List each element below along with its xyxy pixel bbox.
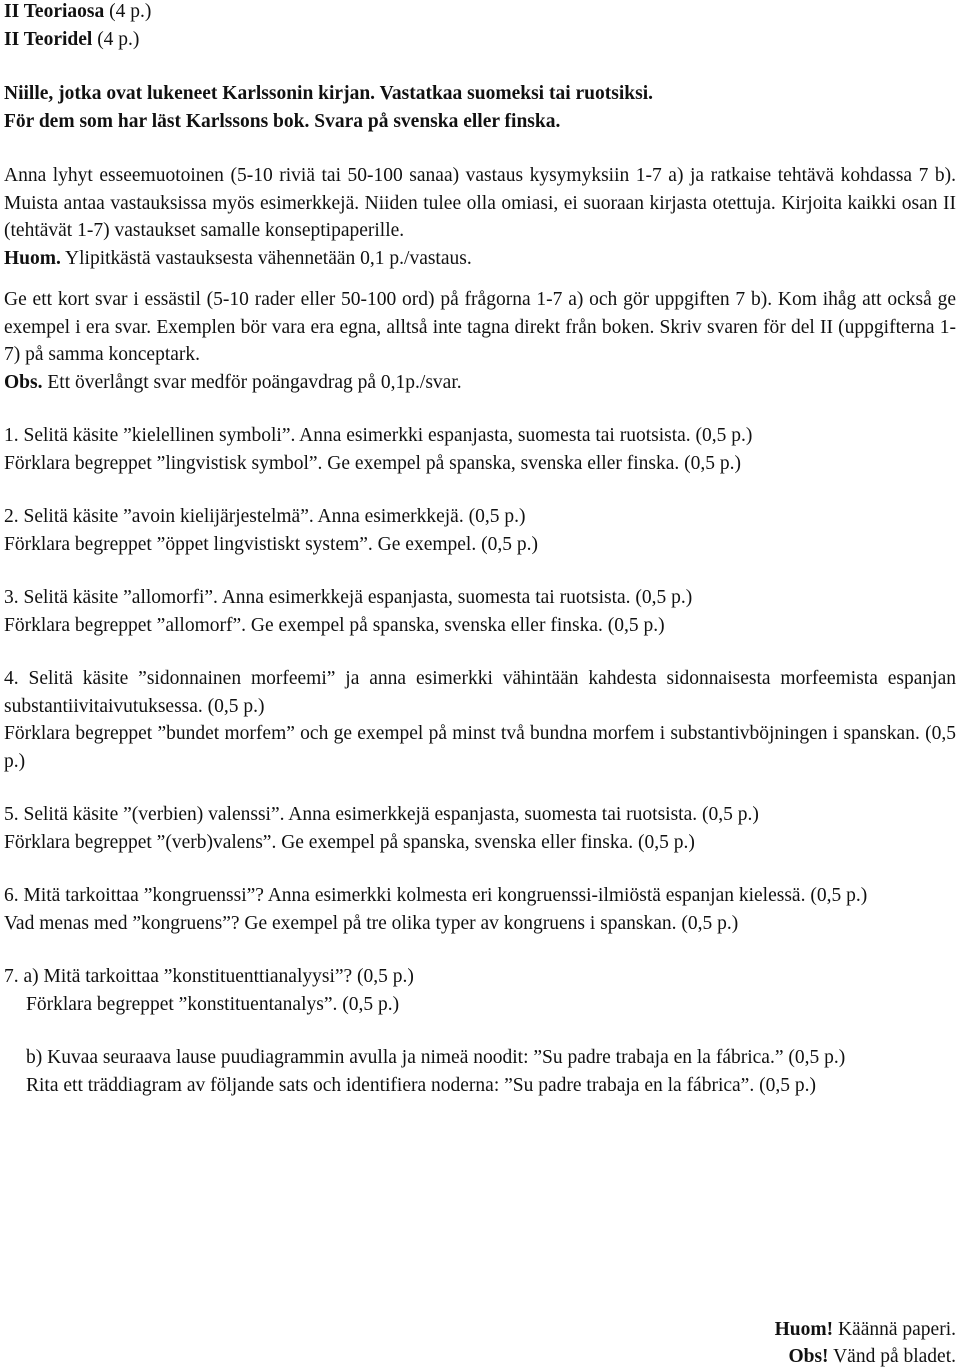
question-4-sv: Förklara begreppet ”bundet morfem” och ge exempel på minst två bundna morfem i substantivböjningen i spanskan. (0,5 p.) bbox=[4, 723, 956, 772]
question-6-sv: Vad menas med ”kongruens”? Ge exempel på tre olika typer av kongruens i spanskan. (0,5 p.) bbox=[4, 912, 739, 934]
question-7b-sv: Rita ett träddiagram av följande sats och identifiera noderna: ”Su padre trabaja en la fábrica”. (0,5 p.) bbox=[26, 1074, 816, 1096]
question-5-fi: 5. Selitä käsite ”(verbien) valenssi”. Anna esimerkkejä espanjasta, suomesta tai ruotsista. (0,5 p.) bbox=[4, 804, 759, 825]
instructions-sv: Ge ett kort svar i essästil (5-10 rader eller 50-100 ord) på frågorna 1-7 a) och gör uppgiften 7 b). Kom ihåg att också ge exempel i era svar. Exemplen bör vara era egna, alltså inte tagna direkt från boken. Skriv svaren för del II (uppgifterna 1-7) på samma konceptark. bbox=[4, 289, 956, 365]
turn-page-fi: Huom! Käännä paperi. bbox=[774, 1319, 956, 1340]
question-3-sv: Förklara begreppet ”allomorf”. Ge exempel på spanska, svenska eller finska. (0,5 p.) bbox=[4, 614, 665, 636]
question-6-fi: 6. Mitä tarkoittaa ”kongruenssi”? Anna esimerkki kolmesta eri kongruenssi-ilmiöstä espanjan kielessä. (0,5 p.) bbox=[4, 885, 868, 906]
instructions-fi-note: Huom. Ylipitkästä vastauksesta vähennetään 0,1 p./vastaus. bbox=[4, 247, 472, 269]
question-2-sv: Förklara begreppet ”öppet lingvistiskt system”. Ge exempel. (0,5 p.) bbox=[4, 533, 538, 555]
question-7a-sv: Förklara begreppet ”konstituentanalys”. (0,5 p.) bbox=[26, 993, 400, 1015]
question-4-fi: 4. Selitä käsite ”sidonnainen morfeemi” ja anna esimerkki vähintään kahdesta sidonnaisesta morfeemista espanjan substantiivitaivutuksessa. (0,5 p.) bbox=[4, 668, 956, 717]
question-3-fi: 3. Selitä käsite ”allomorfi”. Anna esimerkkejä espanjasta, suomesta tai ruotsista. (0,5 p.) bbox=[4, 587, 693, 608]
instructions-fi: Anna lyhyt esseemuotoinen (5-10 riviä tai 50-100 sanaa) vastaus kysymyksiin 1-7 a) ja ratkaise tehtävä kohdassa 7 b). Muista antaa vastauksissa myös esimerkkejä. Niiden tulee olla omiasi, ei suoraan kirjasta otettuja. Kirjoita kaikki osan II (tehtävät 1-7) vastaukset samalle konseptipaperille. bbox=[4, 165, 956, 241]
turn-page-sv: Obs! Vänd på bladet. bbox=[788, 1346, 956, 1367]
intro-fi: Niille, jotka ovat lukeneet Karlssonin kirjan. Vastatkaa suomeksi tai ruotsiksi. bbox=[4, 83, 653, 104]
question-2-fi: 2. Selitä käsite ”avoin kielijärjestelmä”. Anna esimerkkejä. (0,5 p.) bbox=[4, 506, 526, 527]
instructions-sv-note: Obs. Ett överlångt svar medför poängavdrag på 0,1p./svar. bbox=[4, 371, 462, 393]
section-heading-fi: II Teoriaosa (4 p.) bbox=[4, 1, 152, 22]
intro-sv: För dem som har läst Karlssons bok. Svara på svenska eller finska. bbox=[4, 110, 561, 132]
section-heading-sv: II Teoridel (4 p.) bbox=[4, 28, 140, 50]
question-5-sv: Förklara begreppet ”(verb)valens”. Ge exempel på spanska, svenska eller finska. (0,5 p.) bbox=[4, 831, 695, 853]
turn-page-note bbox=[775, 1316, 956, 1370]
question-1-fi: 1. Selitä käsite ”kielellinen symboli”. Anna esimerkki espanjasta, suomesta tai ruotsista. (0,5 p.) bbox=[4, 425, 753, 446]
question-7b-fi: b) Kuvaa seuraava lause puudiagrammin avulla ja nimeä noodit: ”Su padre trabaja en la fábrica.” (0,5 p.) bbox=[26, 1047, 846, 1068]
question-7a-fi: 7. a) Mitä tarkoittaa ”konstituenttianalyysi”? (0,5 p.) bbox=[4, 966, 414, 987]
question-1-sv: Förklara begreppet ”lingvistisk symbol”. Ge exempel på spanska, svenska eller finska. (0,5 p.) bbox=[4, 452, 742, 474]
exam-page bbox=[4, 0, 956, 1099]
